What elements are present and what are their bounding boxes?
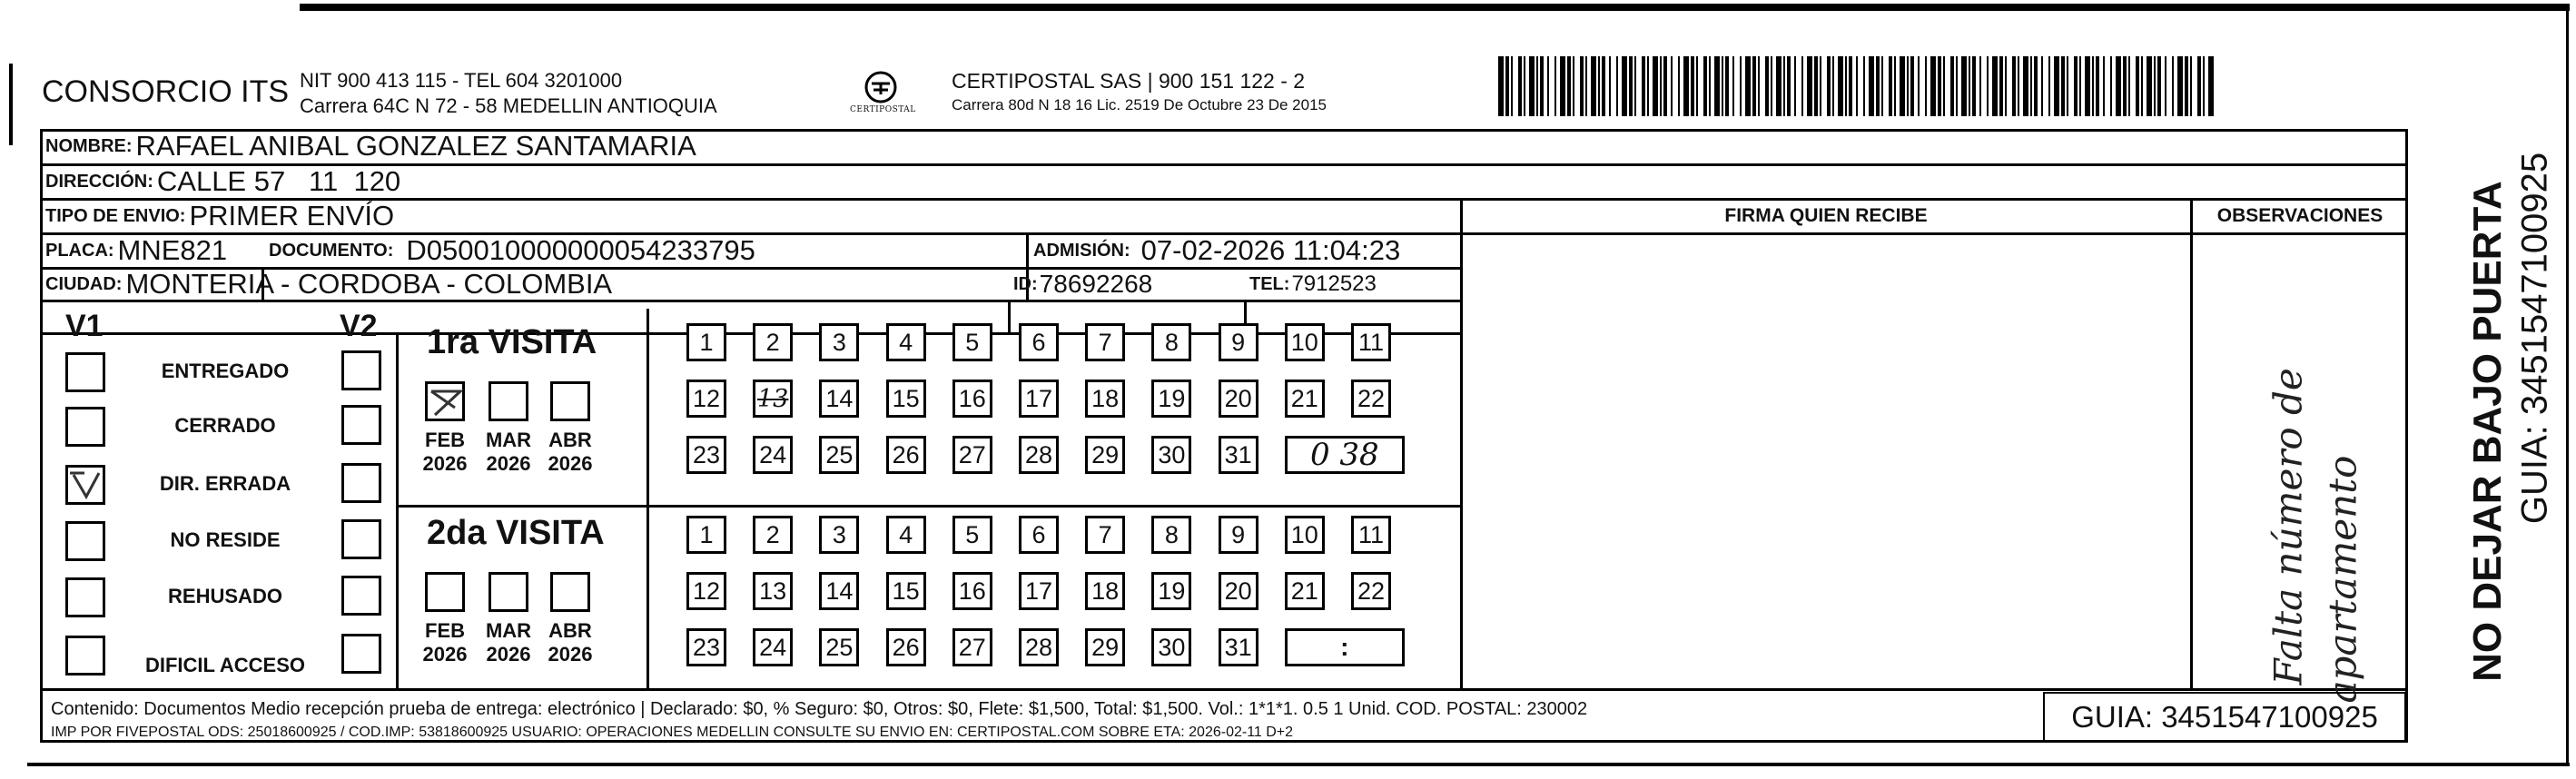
logo-caption: CERTIPOSTAL [850, 105, 916, 114]
day-box[interactable]: 7 [1085, 516, 1125, 554]
day-box[interactable]: 18 [1085, 380, 1125, 418]
barcode-bar [2128, 56, 2130, 116]
day-box[interactable]: 3 [819, 323, 859, 361]
side-text [2415, 136, 2561, 754]
day-box[interactable]: 18 [1085, 572, 1125, 610]
col-line [2190, 198, 2193, 690]
month-label [418, 619, 472, 666]
barcode-bar [1567, 56, 1571, 116]
month-year: 2026 [486, 643, 531, 666]
barcode-bar [1547, 56, 1549, 116]
barcode-bar [1869, 56, 1874, 116]
day-box[interactable]: 26 [886, 436, 926, 474]
month-name: MAR [485, 429, 532, 451]
check-mark-icon [428, 384, 464, 420]
barcode-bar [2067, 56, 2068, 116]
tel-label: TEL: [1249, 273, 1290, 294]
day-box[interactable]: 30 [1151, 436, 1191, 474]
day-box[interactable]: 9 [1219, 323, 1258, 361]
direccion-row [45, 164, 400, 199]
v1-checkbox[interactable] [65, 636, 105, 675]
barcode-bar [2034, 56, 2038, 116]
visit2-title: 2da VISITA [427, 514, 605, 552]
day-box[interactable]: 20 [1219, 572, 1258, 610]
carrier-line-2: Carrera 80d N 18 16 Lic. 2519 De Octubre 23 De 2015 [952, 96, 1327, 113]
barcode-bar [1776, 56, 1781, 116]
day-box[interactable]: 25 [819, 436, 859, 474]
barcode-bar [1771, 56, 1772, 116]
barcode-bar [1787, 56, 1791, 116]
barcode-bar [1683, 56, 1689, 116]
day-box[interactable]: 7 [1085, 323, 1125, 361]
barcode-bar [1910, 56, 1914, 116]
barcode-bar [1794, 56, 1796, 116]
v2-checkbox[interactable] [341, 634, 381, 674]
barcode-bar [1663, 56, 1667, 116]
barcode-bar [2197, 56, 2201, 116]
month-year: 2026 [422, 643, 468, 666]
day-box[interactable]: 15 [886, 572, 926, 610]
month-year: 2026 [486, 452, 531, 475]
footer-guia: GUIA: 3451547100925 [2071, 700, 2378, 734]
barcode-bar [1653, 56, 1658, 116]
barcode-bar [1703, 56, 1707, 116]
barcode-bar [2157, 56, 2161, 116]
v2-label: V2 [340, 309, 378, 343]
barcode-bar [1725, 56, 1729, 116]
barcode-bar [1616, 56, 1618, 116]
v1-checkbox[interactable] [65, 577, 105, 617]
barcode-bar [2154, 56, 2156, 116]
barcode-bar [1832, 56, 1834, 116]
time-box[interactable] [1285, 628, 1405, 666]
time-value: 0 38 [1309, 437, 1379, 473]
barcode-bar [2041, 56, 2043, 116]
left-border-mark [9, 64, 13, 145]
barcode-bar [1992, 56, 1998, 116]
barcode-bar [2079, 56, 2081, 116]
status-label: ENTREGADO [161, 360, 290, 382]
month-name: FEB [425, 619, 465, 642]
month-checkbox[interactable] [489, 381, 528, 421]
barcode-bar [1609, 56, 1611, 116]
carrier-line-1: CERTIPOSTAL SAS | 900 151 122 - 2 [952, 69, 1306, 93]
month-label [543, 429, 597, 476]
barcode-bar [1536, 56, 1538, 116]
barcode-bar [2177, 56, 2183, 116]
barcode-bar [1863, 56, 1865, 116]
barcode-bar [1827, 56, 1831, 116]
barcode-bar [1745, 56, 1751, 116]
tipo-row [45, 199, 394, 233]
barcode-bar [2203, 56, 2205, 116]
barcode-bar [2190, 56, 2192, 116]
month-checkbox[interactable] [489, 572, 528, 612]
day-box[interactable]: 23 [686, 628, 726, 666]
barcode-bar [2085, 56, 2090, 116]
day-box[interactable]: 11 [1351, 323, 1391, 361]
barcode-bar [1642, 56, 1645, 116]
observaciones-line-1: Falta número de [2265, 368, 2311, 685]
day-box[interactable]: 4 [886, 323, 926, 361]
day-box[interactable]: 19 [1151, 380, 1191, 418]
tel-cell [1249, 268, 1377, 301]
v2-checkbox[interactable] [341, 576, 381, 616]
day-box[interactable]: 10 [1285, 516, 1325, 554]
tipo-label: TIPO DE ENVIO: [45, 205, 186, 226]
check-mark-icon [68, 468, 104, 504]
barcode-bar [1529, 56, 1535, 116]
documento-cell [269, 233, 755, 268]
v2-checkbox[interactable] [341, 463, 381, 503]
month-label [481, 429, 536, 476]
v1-checkbox[interactable] [65, 521, 105, 561]
day-box[interactable]: 10 [1285, 323, 1325, 361]
month-label [481, 619, 536, 666]
side-title: NO DEJAR BAJO PUERTA [2465, 181, 2510, 682]
barcode-bar [1950, 56, 1954, 116]
barcode-bar [1889, 56, 1892, 116]
barcode-bar [1709, 56, 1711, 116]
barcode-bar [1900, 56, 1905, 116]
month-year: 2026 [548, 643, 593, 666]
observaciones-label: OBSERVACIONES [2216, 205, 2384, 226]
nombre-row [45, 129, 696, 163]
barcode-bar [2185, 56, 2188, 116]
barcode-bar [1765, 56, 1769, 116]
barcode-bar [1622, 56, 1627, 116]
v2-checkbox[interactable] [341, 350, 381, 390]
day-box[interactable]: 20 [1219, 380, 1258, 418]
barcode-bar [1554, 56, 1556, 116]
barcode-bar [1838, 56, 1843, 116]
day-box[interactable] [753, 380, 793, 418]
barcode-bar [2023, 56, 2028, 116]
certipostal-logo [850, 65, 916, 120]
barcode-bar [1758, 56, 1760, 116]
barcode-bar [1783, 56, 1785, 116]
day-box[interactable]: 27 [952, 628, 992, 666]
barcode-bar [1722, 56, 1723, 116]
barcode-bar [1714, 56, 1720, 116]
day-box[interactable]: 8 [1151, 516, 1191, 554]
barcode-bar [1678, 56, 1680, 116]
v1-checkbox[interactable] [65, 352, 105, 392]
barcode-bar [1930, 56, 1936, 116]
month-year: 2026 [548, 452, 593, 475]
barcode-bar [1814, 56, 1818, 116]
visit-divider [396, 505, 1462, 508]
barcode-bar [1696, 56, 1698, 116]
observaciones-line-2: apartamento [2320, 455, 2365, 704]
firma-label: FIRMA QUIEN RECIBE [1724, 205, 1928, 226]
barcode-bar [2141, 56, 2143, 116]
footer-line-2: IMP POR FIVEPOSTAL ODS: 25018600925 / COD.IMP: 53818600925 USUARIO: OPERACIONES MEDELLIN CONSULTE SU ENVIO EN: CERTIPOSTAL.COM SOBRE ETA: 2026-02-11 D+2 [51, 725, 1294, 740]
barcode-bar [1691, 56, 1694, 116]
barcode-bar [2123, 56, 2127, 116]
id-label: ID: [1013, 273, 1038, 294]
month-checkbox[interactable] [425, 381, 465, 421]
barcode-bar [1807, 56, 1812, 116]
month-checkbox[interactable] [550, 381, 590, 421]
barcode-bar [1660, 56, 1662, 116]
day-box[interactable]: 31 [1219, 628, 1258, 666]
barcode-bar [1881, 56, 1883, 116]
id-cell [1013, 268, 1152, 301]
day-box[interactable]: 21 [1285, 572, 1325, 610]
day-box[interactable]: 6 [1019, 323, 1059, 361]
placa-label: PLACA: [45, 240, 114, 261]
footer-line-1: Contenido: Documentos Medio recepción prueba de entrega: electrónico | Declarado: $0, % Seguro: $0, Otros: $0, Flete: $1,500, Total: $1,500. Vol.: 1*1*1. 0.5 1 Unid. COD. POSTAL: 230002 [51, 699, 1588, 719]
day-box[interactable]: 19 [1151, 572, 1191, 610]
barcode-bar [1969, 56, 1970, 116]
barcode-bar [1671, 56, 1673, 116]
barcode-bar [1972, 56, 1976, 116]
time-value: : [1340, 633, 1349, 661]
day-box[interactable]: 31 [1219, 436, 1258, 474]
right-border [2566, 9, 2569, 763]
barcode-bar [1560, 56, 1565, 116]
direccion-value: CALLE 57 11 120 [156, 165, 401, 197]
month-year: 2026 [422, 452, 468, 475]
barcode-bar [2136, 56, 2139, 116]
barcode-bar [2116, 56, 2121, 116]
barcode-bar [1740, 56, 1742, 116]
day-box[interactable]: 2 [753, 516, 793, 554]
col-line [646, 309, 649, 690]
month-name: ABR [548, 429, 592, 451]
barcode-bar [1918, 56, 1920, 116]
day-box[interactable]: 13 [753, 572, 793, 610]
company-name: CONSORCIO ITS [42, 74, 290, 109]
ciudad-cell [45, 268, 612, 301]
barcode-bar [2092, 56, 2094, 116]
barcode-bar [1752, 56, 1756, 116]
marked-day: 13 [757, 384, 789, 413]
barcode-bar [1634, 56, 1636, 116]
col-line [1008, 300, 1011, 332]
nombre-label: NOMBRE: [45, 135, 133, 156]
barcode-bar [1849, 56, 1852, 116]
day-box[interactable]: 16 [952, 572, 992, 610]
v2-checkbox[interactable] [341, 519, 381, 559]
barcode-bar [1845, 56, 1847, 116]
barcode-bar [1801, 56, 1803, 116]
barcode [1498, 56, 2225, 118]
day-box[interactable]: 2 [753, 323, 793, 361]
barcode-bar [2103, 56, 2105, 116]
v1-checkbox[interactable] [65, 465, 105, 505]
day-box[interactable]: 27 [952, 436, 992, 474]
month-label [418, 429, 472, 476]
barcode-bar [1629, 56, 1633, 116]
month-label [543, 619, 597, 666]
day-box[interactable]: 12 [686, 380, 726, 418]
barcode-bar [1820, 56, 1821, 116]
status-label: CERRADO [174, 414, 276, 437]
documento-value: D050010000000054233795 [406, 234, 755, 266]
barcode-bar [1961, 56, 1967, 116]
month-name: MAR [485, 619, 532, 642]
barcode-bar [1647, 56, 1649, 116]
day-box[interactable]: 9 [1219, 516, 1258, 554]
barcode-bar [1498, 56, 1504, 116]
barcode-bar [1938, 56, 1941, 116]
day-box[interactable]: 3 [819, 516, 859, 554]
v1-label: V1 [65, 309, 104, 343]
barcode-bar [2208, 56, 2214, 116]
tipo-value: PRIMER ENVÍO [189, 200, 395, 232]
col-line [1460, 198, 1463, 690]
barcode-bar [1925, 56, 1927, 116]
barcode-bar [2165, 56, 2166, 116]
day-box[interactable]: 15 [886, 380, 926, 418]
bottom-border [27, 763, 2570, 766]
day-box[interactable]: 16 [952, 380, 992, 418]
month-name: FEB [425, 429, 465, 451]
barcode-bar [1894, 56, 1896, 116]
barcode-bar [1943, 56, 1945, 116]
barcode-bar [1732, 56, 1734, 116]
barcode-bar [2005, 56, 2007, 116]
barcode-bar [1598, 56, 1600, 116]
day-box[interactable]: 14 [819, 572, 859, 610]
barcode-bar [2012, 56, 2016, 116]
day-box[interactable]: 30 [1151, 628, 1191, 666]
company-line-1: NIT 900 413 115 - TEL 604 3201000 [300, 69, 623, 92]
day-box[interactable]: 5 [952, 323, 992, 361]
visit1-title: 1ra VISITA [427, 323, 597, 361]
barcode-bar [1856, 56, 1858, 116]
day-box[interactable]: 1 [686, 323, 726, 361]
ciudad-value: MONTERIA - CORDOBA - COLOMBIA [125, 268, 613, 300]
observaciones-handwritten [2216, 272, 2379, 704]
barcode-bar [1907, 56, 1909, 116]
day-box[interactable]: 24 [753, 628, 793, 666]
placa-value: MNE821 [117, 234, 228, 266]
day-box[interactable]: 17 [1019, 380, 1059, 418]
day-box[interactable]: 21 [1285, 380, 1325, 418]
day-box[interactable]: 29 [1085, 436, 1125, 474]
day-box[interactable]: 17 [1019, 572, 1059, 610]
barcode-bar [2030, 56, 2032, 116]
day-box[interactable]: 26 [886, 628, 926, 666]
top-border [300, 4, 2570, 11]
ciudad-label: CIUDAD: [45, 273, 123, 294]
day-box[interactable]: 4 [886, 516, 926, 554]
day-box[interactable]: 28 [1019, 436, 1059, 474]
day-box[interactable]: 1 [686, 516, 726, 554]
day-box[interactable]: 14 [819, 380, 859, 418]
day-box[interactable]: 22 [1351, 380, 1391, 418]
barcode-bar [1580, 56, 1584, 116]
day-box[interactable]: 28 [1019, 628, 1059, 666]
v1-checkbox[interactable] [65, 407, 105, 447]
barcode-bar [1505, 56, 1509, 116]
month-name: ABR [548, 619, 592, 642]
side-guia: GUIA: 3451547100925 [2514, 152, 2555, 525]
time-box[interactable] [1285, 436, 1405, 474]
barcode-bar [2054, 56, 2059, 116]
barcode-bar [1540, 56, 1544, 116]
admision-cell [1033, 233, 1400, 268]
barcode-bar [2018, 56, 2019, 116]
v2-checkbox[interactable] [341, 405, 381, 445]
day-box[interactable]: 6 [1019, 516, 1059, 554]
day-box[interactable]: 25 [819, 628, 859, 666]
barcode-bar [2061, 56, 2065, 116]
day-box[interactable]: 11 [1351, 516, 1391, 554]
barcode-bar [2048, 56, 2050, 116]
nombre-value: RAFAEL ANIBAL GONZALEZ SANTAMARIA [135, 130, 696, 162]
barcode-bar [1524, 56, 1525, 116]
barcode-bar [1987, 56, 1989, 116]
barcode-bar [1956, 56, 1958, 116]
admision-label: ADMISIÓN: [1033, 240, 1130, 261]
tel-value: 7912523 [1291, 271, 1377, 296]
status-label: REHUSADO [168, 585, 282, 607]
day-box[interactable]: 8 [1151, 323, 1191, 361]
documento-label: DOCUMENTO: [269, 240, 394, 261]
barcode-bar [1979, 56, 1981, 116]
barcode-bar [1518, 56, 1522, 116]
day-box[interactable]: 24 [753, 436, 793, 474]
month-checkbox[interactable] [425, 572, 465, 612]
status-label: DIR. ERRADA [159, 472, 291, 495]
month-checkbox[interactable] [550, 572, 590, 612]
barcode-bar [1585, 56, 1587, 116]
barcode-bar [1573, 56, 1574, 116]
day-box[interactable]: 22 [1351, 572, 1391, 610]
direccion-label: DIRECCIÓN: [45, 171, 153, 192]
barcode-bar [2110, 56, 2112, 116]
barcode-bar [2074, 56, 2078, 116]
barcode-bar [1876, 56, 1880, 116]
barcode-bar [2172, 56, 2174, 116]
status-label: DIFICIL ACCESO [144, 654, 305, 676]
company-line-2: Carrera 64C N 72 - 58 MEDELLIN ANTIOQUIA [300, 94, 717, 117]
col-line [396, 332, 399, 690]
admision-value: 07-02-2026 11:04:23 [1140, 234, 1401, 266]
barcode-bar [1999, 56, 2003, 116]
barcode-bar [2096, 56, 2099, 116]
id-value: 78692268 [1039, 270, 1153, 298]
barcode-bar [1511, 56, 1513, 116]
barcode-bar [1602, 56, 1605, 116]
barcode-bar [2147, 56, 2152, 116]
day-box[interactable]: 23 [686, 436, 726, 474]
status-label: NO RESIDE [170, 528, 281, 551]
day-box[interactable]: 12 [686, 572, 726, 610]
day-box[interactable]: 29 [1085, 628, 1125, 666]
barcode-bar [1591, 56, 1596, 116]
placa-cell [45, 233, 227, 268]
day-box[interactable]: 5 [952, 516, 992, 554]
